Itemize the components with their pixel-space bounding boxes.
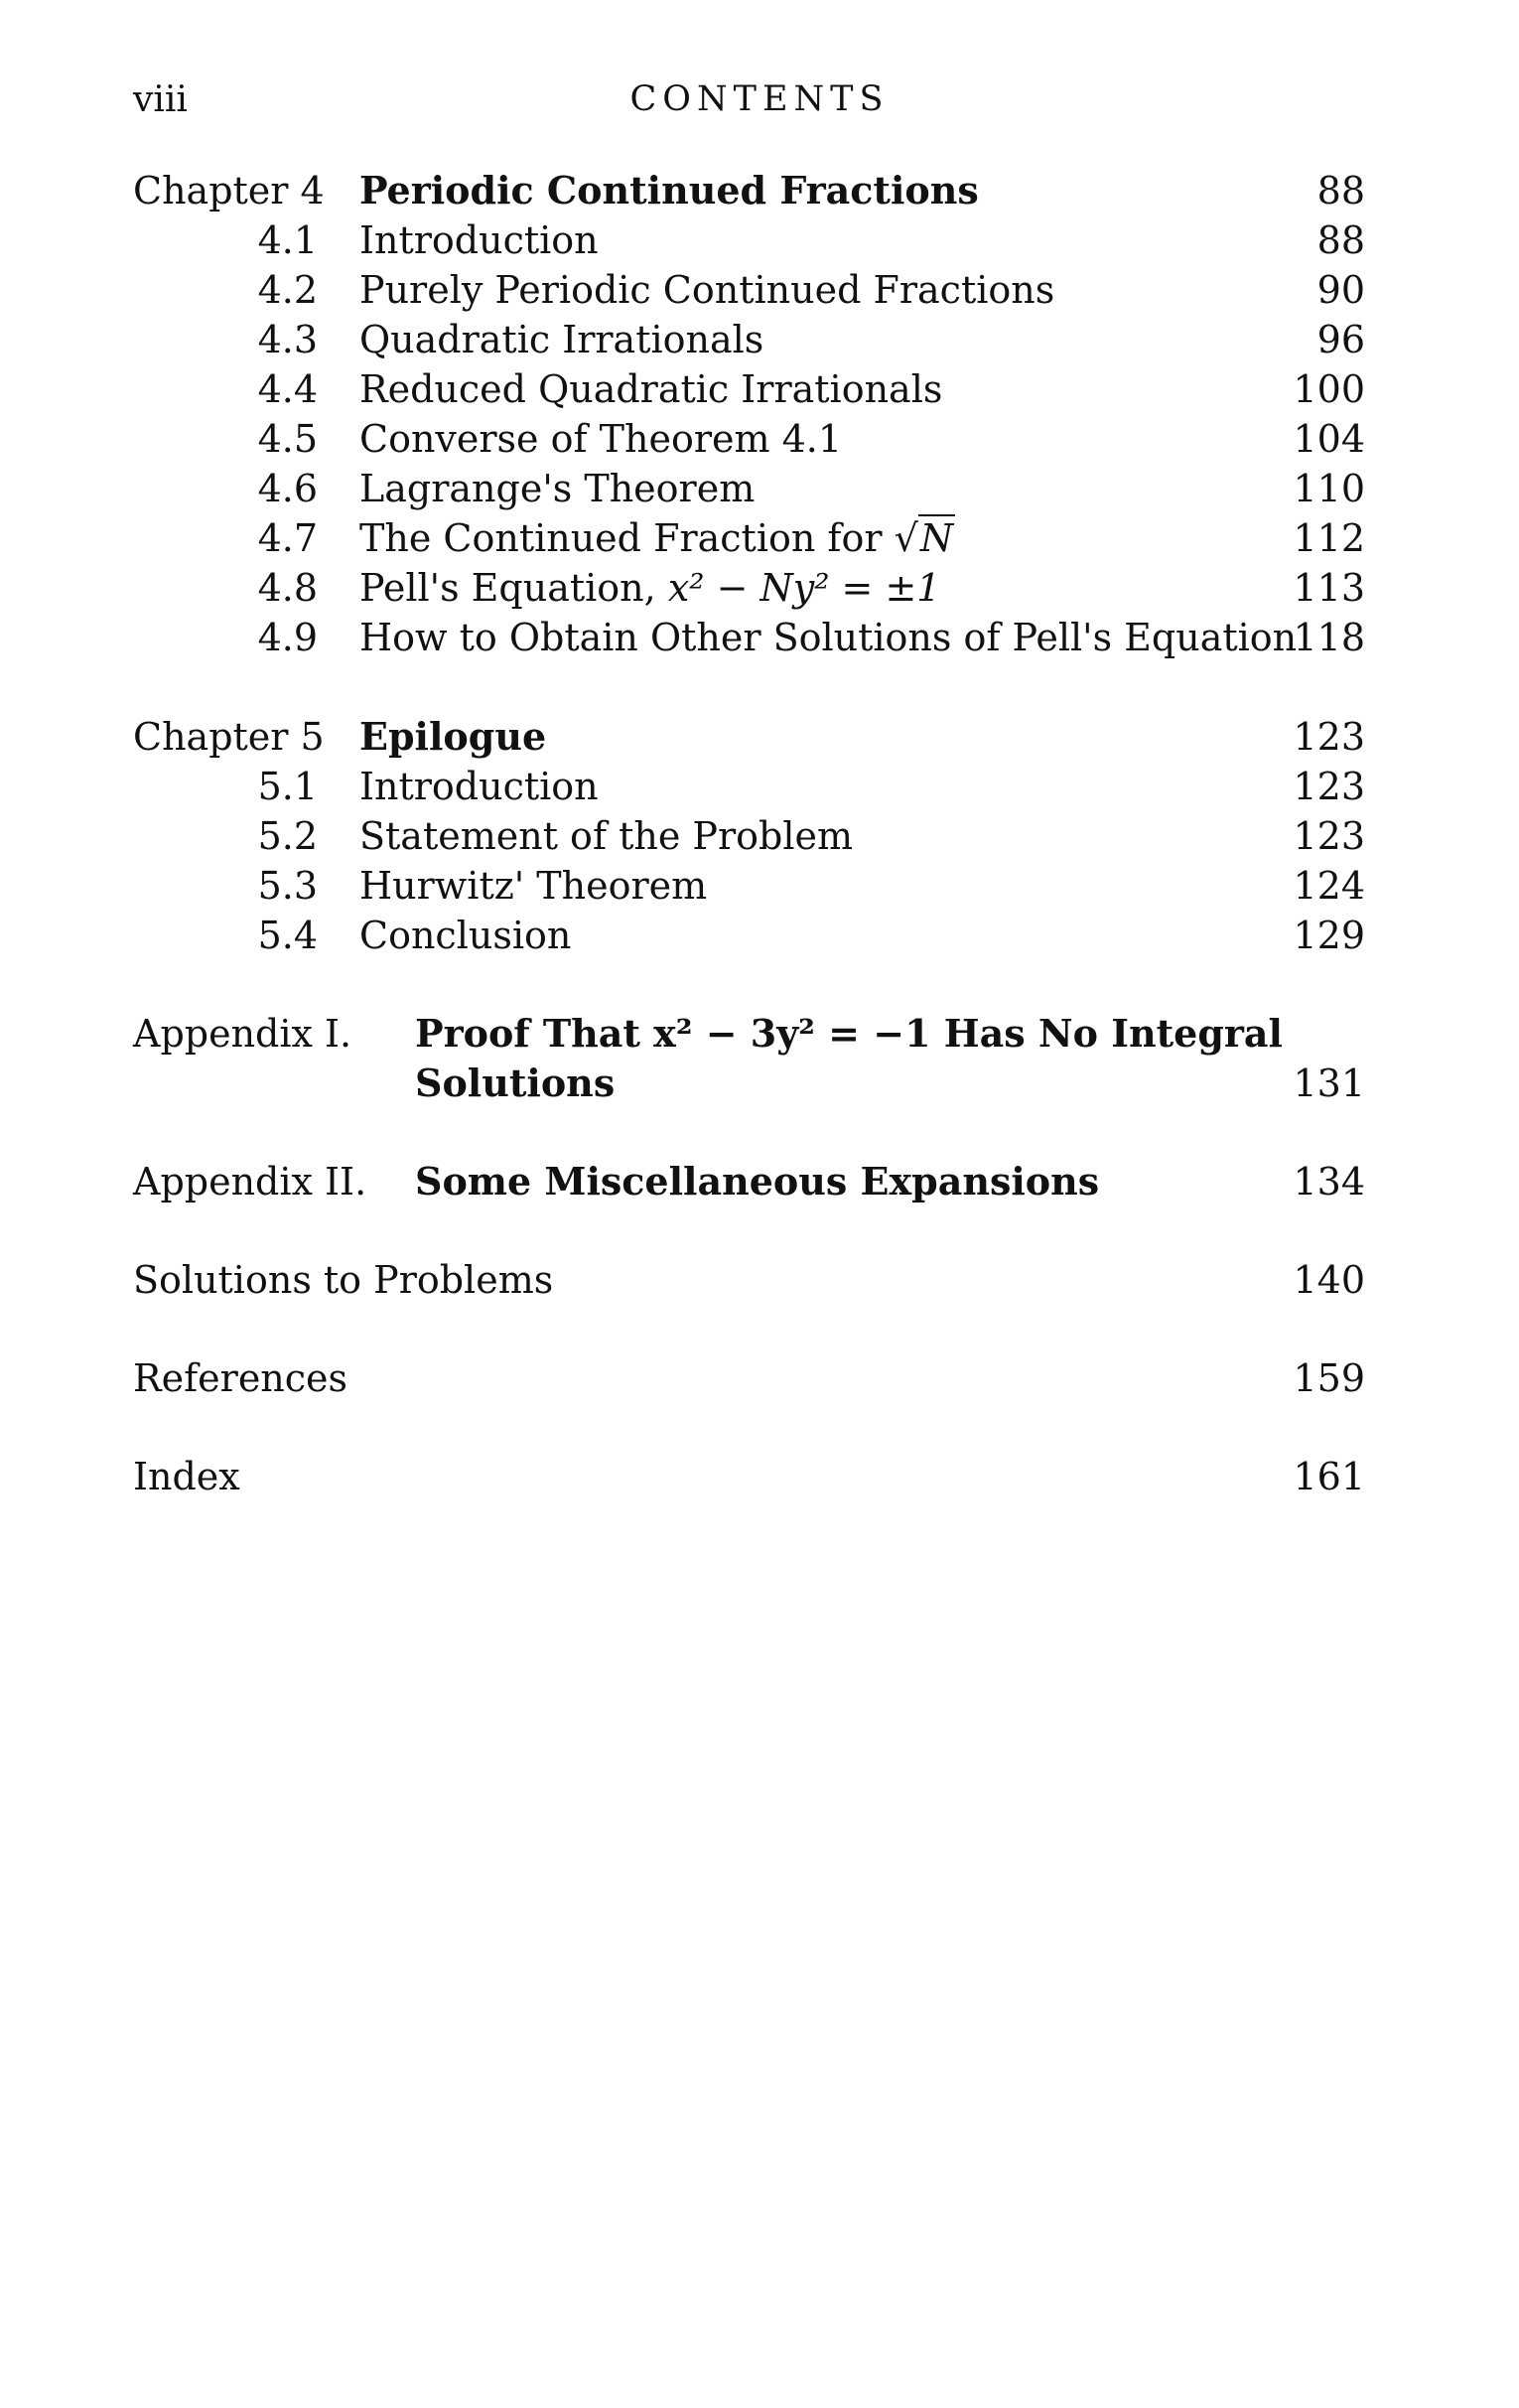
section-title: Statement of the Problem	[359, 814, 854, 858]
section-title: Quadratic Irrationals	[359, 318, 764, 361]
toc-appendix-2[interactable]	[0, 1158, 1519, 1205]
page-ref: 113	[1293, 566, 1365, 610]
toc-index[interactable]	[0, 1453, 1519, 1500]
page-ref: 100	[1293, 367, 1365, 411]
chapter-label: Chapter 5	[133, 715, 325, 759]
toc-section[interactable]	[0, 564, 1519, 612]
appendix-title-line-1: Proof That x² − 3y² = −1 Has No Integral	[415, 1011, 1283, 1056]
toc-section[interactable]	[0, 415, 1519, 463]
square-root-expression: √N	[894, 516, 954, 560]
section-number: 5.2	[257, 814, 318, 858]
pell-equation-formula: x² − Ny² = ±1	[667, 566, 941, 610]
page-ref: 123	[1293, 715, 1365, 759]
section-title	[359, 564, 940, 612]
appendix-title-line-2: Solutions	[415, 1061, 616, 1105]
appendix-title: Some Miscellaneous Expansions	[415, 1159, 1100, 1204]
chapter-title: Periodic Continued Fractions	[359, 168, 979, 212]
appendix-label: Appendix II.	[133, 1160, 367, 1204]
chapter-title: Epilogue	[359, 714, 547, 759]
section-number: 4.2	[257, 268, 318, 312]
page-ref: 90	[1316, 268, 1365, 312]
page-ref: 118	[1293, 616, 1365, 659]
section-title: Introduction	[359, 765, 599, 808]
section-number: 4.9	[257, 616, 318, 659]
section-title	[359, 514, 955, 562]
section-title: Introduction	[359, 218, 599, 262]
page-ref: 140	[1293, 1258, 1365, 1302]
section-number: 5.3	[257, 864, 318, 908]
section-number: 4.7	[257, 516, 318, 560]
page-ref: 88	[1316, 218, 1365, 262]
page-ref: 161	[1293, 1455, 1365, 1498]
back-matter-title: Solutions to Problems	[133, 1258, 554, 1302]
section-number: 5.4	[257, 914, 318, 957]
section-number: 4.1	[257, 218, 318, 262]
appendix-label: Appendix I.	[133, 1012, 352, 1056]
page-number: viii	[133, 79, 188, 120]
toc-chapter-5[interactable]	[0, 713, 1519, 761]
section-number: 5.1	[257, 765, 318, 808]
toc-section[interactable]	[0, 465, 1519, 512]
running-title: CONTENTS	[629, 79, 890, 119]
page-ref: 131	[1293, 1062, 1365, 1105]
page-ref: 129	[1293, 914, 1365, 957]
toc-chapter-4[interactable]	[0, 167, 1519, 214]
toc-section[interactable]	[0, 216, 1519, 264]
page-ref: 110	[1293, 467, 1365, 510]
page-ref: 112	[1293, 516, 1365, 560]
toc-section[interactable]	[0, 614, 1519, 661]
toc-appendix-1[interactable]	[0, 1010, 1519, 1058]
section-number: 4.8	[257, 566, 318, 610]
toc-references[interactable]	[0, 1354, 1519, 1402]
page-header	[0, 79, 1519, 129]
section-title-text: Pell's Equation,	[359, 566, 656, 610]
toc-section[interactable]	[0, 763, 1519, 810]
toc-solutions[interactable]	[0, 1256, 1519, 1304]
section-number: 4.4	[257, 367, 318, 411]
section-number: 4.6	[257, 467, 318, 510]
section-title: Lagrange's Theorem	[359, 467, 756, 510]
section-title-text: The Continued Fraction for	[359, 516, 883, 560]
section-number: 4.5	[257, 417, 318, 461]
toc-section[interactable]	[0, 862, 1519, 910]
page-ref: 134	[1293, 1160, 1365, 1204]
page-ref: 123	[1293, 814, 1365, 858]
page-ref: 123	[1293, 765, 1365, 808]
page-ref: 104	[1293, 417, 1365, 461]
toc-section[interactable]	[0, 365, 1519, 413]
square-root-argument: N	[919, 516, 954, 560]
chapter-label: Chapter 4	[133, 169, 325, 212]
section-title: Reduced Quadratic Irrationals	[359, 367, 943, 411]
section-title: Converse of Theorem 4.1	[359, 417, 843, 461]
page-ref: 88	[1316, 169, 1365, 212]
back-matter-title: Index	[133, 1455, 240, 1498]
section-title: Purely Periodic Continued Fractions	[359, 268, 1055, 312]
toc-section[interactable]	[0, 266, 1519, 314]
toc-section[interactable]	[0, 812, 1519, 860]
section-number: 4.3	[257, 318, 318, 361]
toc-appendix-1-continued[interactable]	[0, 1060, 1519, 1107]
toc-section[interactable]	[0, 912, 1519, 959]
section-title: Conclusion	[359, 914, 572, 957]
section-title: How to Obtain Other Solutions of Pell's Equation	[359, 616, 1298, 659]
toc-section[interactable]	[0, 514, 1519, 562]
page-ref: 159	[1293, 1356, 1365, 1400]
back-matter-title: References	[133, 1356, 348, 1400]
toc-section[interactable]	[0, 316, 1519, 363]
page-ref: 124	[1293, 864, 1365, 908]
section-title: Hurwitz' Theorem	[359, 864, 708, 908]
page-ref: 96	[1316, 318, 1365, 361]
